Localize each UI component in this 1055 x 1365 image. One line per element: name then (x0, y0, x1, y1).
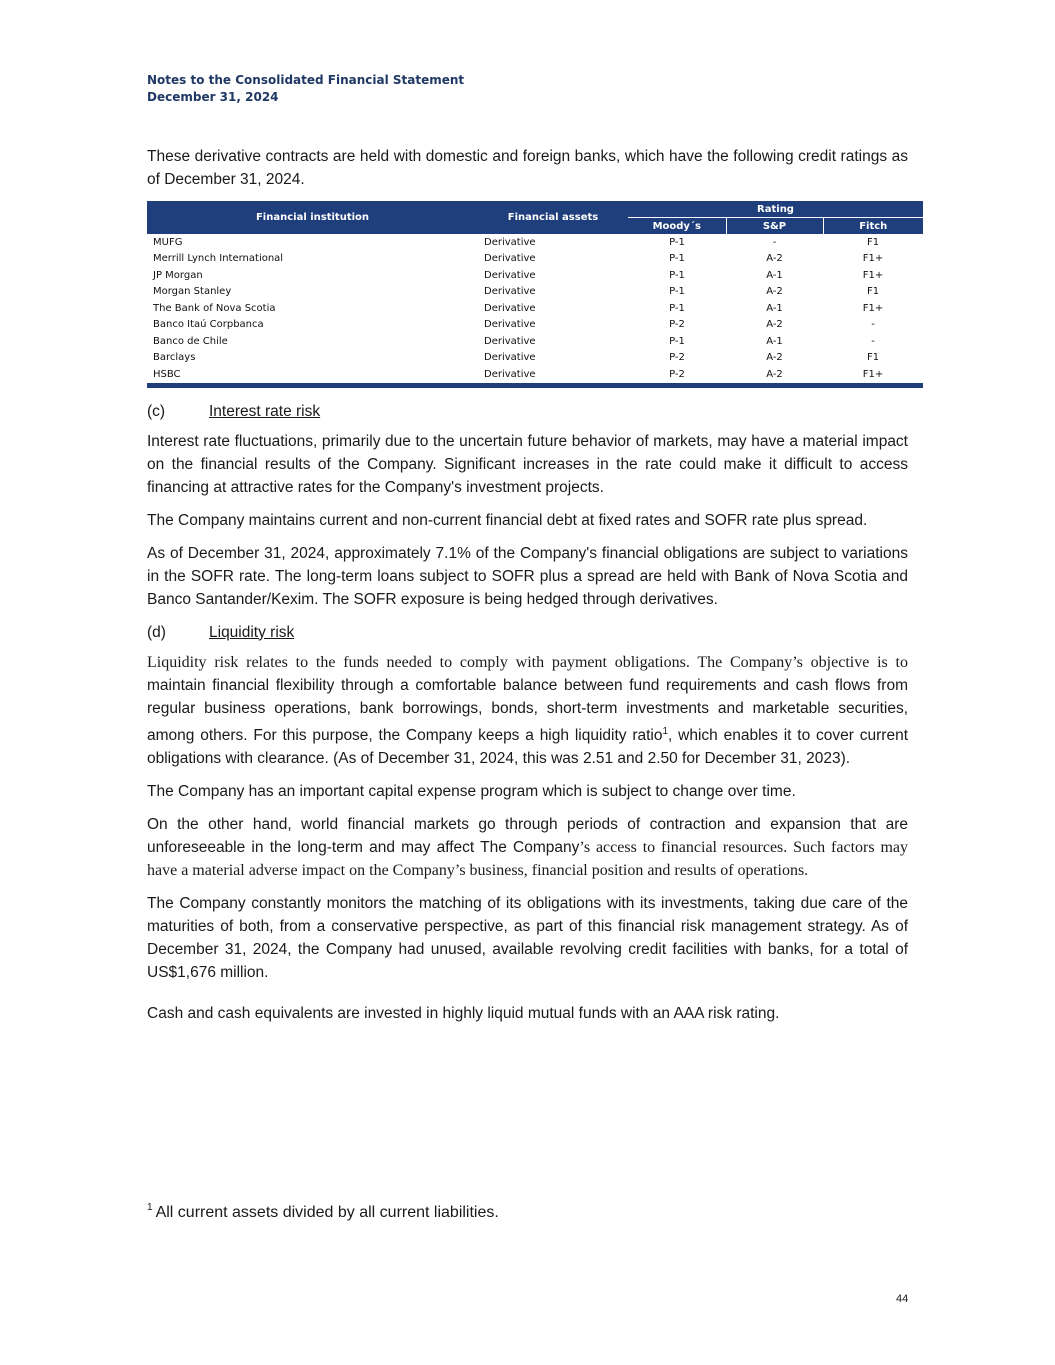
cell-fitch: - (871, 319, 875, 331)
table-row (147, 333, 923, 350)
section-c-letter: (c) (147, 402, 166, 420)
table-row (147, 251, 923, 268)
section-d-paragraph-1 (147, 651, 908, 770)
cell-assets: Derivative (484, 269, 536, 281)
header-financial-assets: Financial assets (478, 201, 628, 234)
cell-sp: A-2 (766, 286, 783, 298)
cell-sp: A-1 (766, 302, 783, 314)
section-d-p1-a: maintain financial flexibility through a comfortable balance between fund requirements and cash flows from regular business operations, bank borrowings, bonds, short-term investments and marketable securities, among others. For this purpose, the Company keeps a high liquidity ratio (147, 676, 908, 744)
table-row (147, 267, 923, 284)
cell-assets: Derivative (484, 236, 536, 248)
page-number: 44 (896, 1293, 909, 1305)
cell-institution: Merrill Lynch International (153, 253, 284, 265)
section-d-paragraph-3 (147, 813, 908, 882)
cell-sp: A-1 (766, 269, 783, 281)
section-d-heading (147, 621, 908, 644)
section-d-paragraph-2: The Company has an important capital expense program which is subject to change over time. (147, 782, 796, 800)
section-c-heading (147, 400, 908, 423)
cell-assets: Derivative (484, 253, 536, 265)
section-c-title: Interest rate risk (209, 402, 321, 420)
header-fitch: Fitch (823, 218, 923, 235)
cell-moodys: P-1 (669, 302, 685, 314)
cell-moodys: P-1 (669, 236, 685, 248)
table-row (147, 350, 923, 367)
cell-assets: Derivative (484, 352, 536, 364)
table-row (147, 300, 923, 317)
cell-assets: Derivative (484, 319, 536, 331)
footnote-text: All current assets divided by all current liabilities. (155, 1204, 499, 1221)
table-row (147, 366, 923, 385)
cell-assets: Derivative (484, 335, 536, 347)
section-c-paragraph-1: Interest rate fluctuations, primarily due to the uncertain future behavior of markets, may have a material impact on the financial results of the Company. Significant increases in the rate could make it difficult to access financing at attractive rates for the Company's investment projects. (147, 432, 908, 496)
cell-sp: A-2 (766, 253, 783, 265)
section-d-p3-a: On the other hand, world financial markets go through periods of contraction and expansion that are unforeseeable in the long-term and may affect The Company (147, 815, 908, 856)
footnote-ref: 1 (662, 725, 669, 737)
cell-fitch: F1+ (862, 253, 884, 265)
main-content (147, 145, 908, 1025)
header-sp: S&P (726, 218, 823, 235)
table-row (147, 234, 923, 251)
section-d-paragraph-5: Cash and cash equivalents are invested in highly liquid mutual funds with an AAA risk rating. (147, 1004, 780, 1022)
section-c-paragraph-2: The Company maintains current and non-current financial debt at fixed rates and SOFR rate plus spread. (147, 511, 868, 529)
cell-fitch: F1+ (862, 269, 884, 281)
table-row (147, 317, 923, 334)
cell-moodys: P-2 (628, 366, 726, 385)
cell-institution: Banco de Chile (153, 335, 228, 347)
header-moodys: Moody´s (628, 218, 726, 235)
section-d-p1-b: , which enables it to cover current obligations with clearance. (As of December 31, 2024, this was 2.51 and 2.50 for December 31, 2023). (147, 726, 909, 767)
cell-moodys: P-1 (669, 286, 685, 298)
cell-institution: JP Morgan (153, 269, 203, 281)
section-c-paragraph-3: As of December 31, 2024, approximately 7.1% of the Company's financial obligations are subject to variations in the SOFR rate. The long-term loans subject to SOFR plus a spread are held with Bank of Nova Scotia and Banco Santander/Kexim. The SOFR exposure is being hedged through derivatives. (147, 544, 908, 608)
cell-fitch: - (871, 335, 875, 347)
cell-sp: A-1 (766, 335, 783, 347)
section-d-p3-b: ’s access to financial resources. Such factors may have a material adverse impact on the Company’s business, financial position and results of operations. (147, 838, 909, 879)
cell-fitch: F1 (866, 236, 880, 248)
section-d-title: Liquidity risk (209, 623, 295, 641)
section-d-paragraph-4: The Company constantly monitors the matching of its obligations with its investments, taking due care of the maturities of both, from a conservative perspective, as part of this financial risk management strategy. As of December 31, 2024, the Company had unused, available revolving credit facilities with banks, for a total of US$1,676 million. (147, 894, 908, 981)
intro-paragraph: These derivative contracts are held with domestic and foreign banks, which have the following credit ratings as of December 31, 2024. (147, 148, 908, 188)
cell-assets: Derivative (484, 302, 536, 314)
header-financial-institution: Financial institution (147, 201, 478, 234)
table-row (147, 284, 923, 301)
cell-assets: Derivative (484, 286, 536, 298)
cell-sp: A-2 (766, 352, 783, 364)
cell-institution: HSBC (147, 366, 478, 385)
header-rating: Rating (628, 201, 923, 218)
cell-institution: Barclays (153, 352, 196, 364)
header-title: Notes to the Consolidated Financial Statement (147, 73, 465, 87)
cell-assets: Derivative (478, 366, 628, 385)
cell-fitch: F1+ (862, 302, 884, 314)
cell-institution: Banco Itaú Corpbanca (153, 319, 264, 331)
cell-moodys: P-1 (669, 335, 685, 347)
footnote-marker: 1 (147, 1202, 153, 1213)
cell-moodys: P-2 (669, 352, 685, 364)
cell-sp: A-2 (766, 319, 783, 331)
page-header (147, 72, 464, 106)
cell-moodys: P-1 (669, 253, 685, 265)
cell-fitch: F1+ (823, 366, 923, 385)
cell-fitch: F1 (866, 352, 880, 364)
cell-fitch: F1 (866, 286, 880, 298)
credit-ratings-table (147, 201, 923, 388)
section-d-letter: (d) (147, 623, 166, 641)
section-d-p1-serif: Liquidity risk relates to the funds needed to comply with payment obligations. The Company’s objective is to (147, 653, 908, 671)
cell-sp: A-2 (726, 366, 823, 385)
header-date: December 31, 2024 (147, 90, 279, 104)
cell-sp: - (772, 236, 777, 248)
cell-moodys: P-2 (669, 319, 685, 331)
cell-institution: MUFG (153, 236, 183, 248)
cell-moodys: P-1 (669, 269, 685, 281)
cell-institution: The Bank of Nova Scotia (153, 302, 276, 314)
cell-institution: Morgan Stanley (153, 286, 232, 298)
footnote (147, 1202, 499, 1222)
